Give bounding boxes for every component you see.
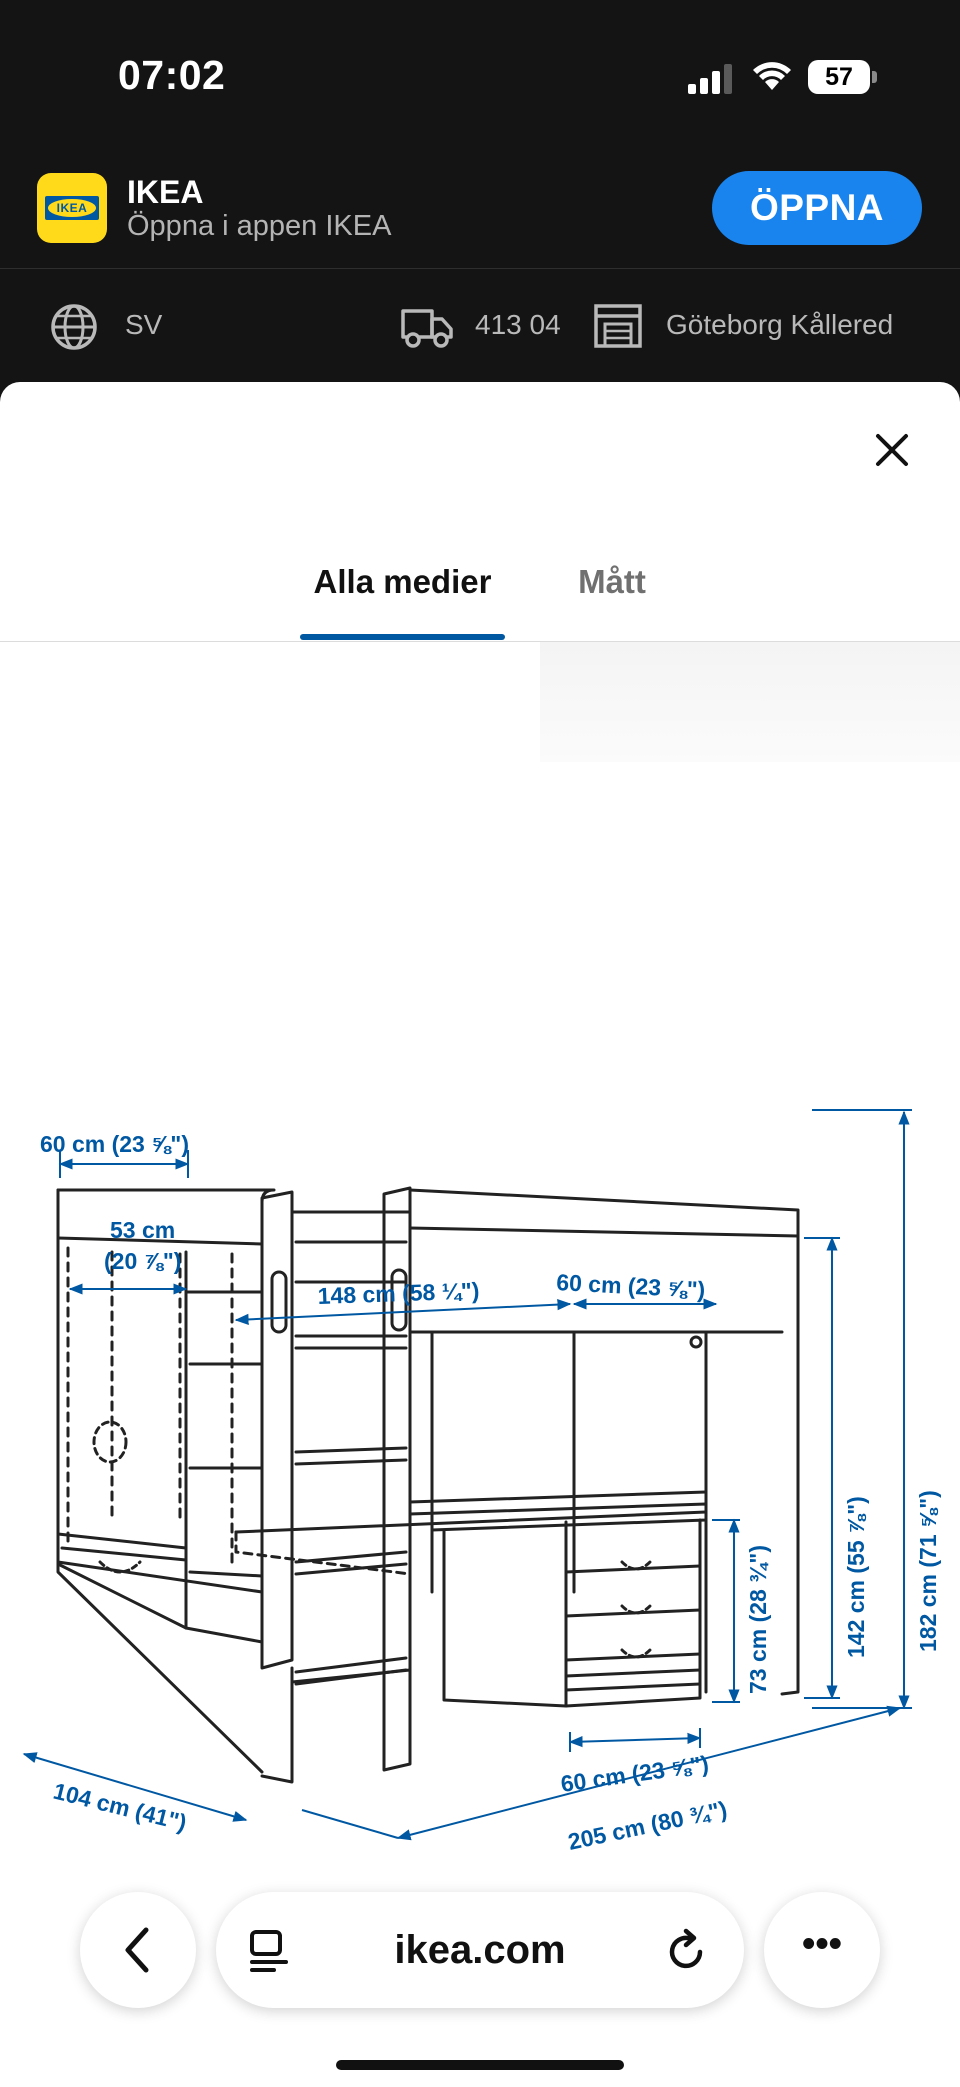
back-button[interactable] bbox=[80, 1892, 196, 2008]
status-bar bbox=[0, 0, 960, 150]
dim-wardrobe-width-cm: 53 cm bbox=[110, 1217, 176, 1243]
dim-total-length: 205 cm (80 ¾") bbox=[565, 1795, 730, 1855]
battery-cap bbox=[872, 71, 877, 83]
dim-desk-length: 148 cm (58 ¼") bbox=[317, 1277, 480, 1309]
ikea-logo-oval bbox=[48, 199, 96, 217]
battery-level: 57 bbox=[808, 60, 870, 94]
app-install-banner bbox=[0, 150, 960, 268]
store-info-bar bbox=[0, 268, 960, 382]
media-viewer-sheet bbox=[0, 382, 960, 2087]
ikea-logo-box bbox=[45, 196, 99, 220]
status-time: 07:02 bbox=[118, 52, 226, 98]
language-code[interactable]: SV bbox=[125, 309, 163, 340]
dim-under-bed-height: 142 cm (55 ⅞") bbox=[843, 1496, 869, 1658]
dim-total-height: 182 cm (71 ⅝") bbox=[915, 1490, 941, 1652]
dim-desk-depth-top: 60 cm (23 ⅝") bbox=[555, 1269, 706, 1303]
close-icon[interactable] bbox=[872, 430, 912, 470]
globe-icon[interactable] bbox=[50, 303, 98, 351]
page-menu-icon[interactable] bbox=[246, 1928, 292, 1974]
media-tabs bbox=[0, 552, 960, 642]
dim-wardrobe-width-in: (20 ⅞") bbox=[104, 1248, 182, 1274]
tab-dimensions[interactable] bbox=[572, 552, 652, 642]
cellular-signal-icon bbox=[688, 64, 732, 94]
address-bar[interactable] bbox=[216, 1892, 744, 2008]
url-text[interactable]: ikea.com bbox=[394, 1928, 566, 1972]
chevron-left-icon bbox=[118, 1926, 158, 1974]
dim-desk-height: 73 cm (28 ¾") bbox=[745, 1545, 771, 1694]
loft-bed-dimension-drawing bbox=[0, 642, 960, 2087]
tab-all-media[interactable] bbox=[300, 552, 505, 642]
ikea-logo-wordmark: IKEA bbox=[56, 201, 88, 215]
postal-code[interactable]: 413 04 bbox=[475, 309, 561, 340]
tab-all-media-label: Alla medier bbox=[313, 563, 492, 600]
dim-desk-depth-bottom: 60 cm (23 ⅝") bbox=[559, 1750, 711, 1797]
tab-dimensions-label: Mått bbox=[578, 563, 646, 600]
ikea-app-icon bbox=[37, 173, 107, 243]
store-name[interactable]: Göteborg Kållered bbox=[666, 309, 894, 340]
battery-icon bbox=[808, 60, 878, 94]
app-subtitle: Öppna i appen IKEA bbox=[127, 210, 392, 242]
store-icon[interactable] bbox=[593, 303, 643, 349]
dim-shelf-width: 60 cm (23 ⅝") bbox=[40, 1131, 189, 1157]
dim-total-width: 104 cm (41") bbox=[50, 1777, 190, 1836]
browser-toolbar bbox=[0, 1880, 960, 2020]
product-image-carousel[interactable] bbox=[0, 642, 960, 2087]
wifi-icon bbox=[752, 60, 792, 92]
delivery-truck-icon[interactable] bbox=[400, 305, 454, 349]
more-options-button[interactable] bbox=[764, 1892, 880, 2008]
home-indicator[interactable] bbox=[336, 2060, 624, 2070]
app-name: IKEA bbox=[127, 174, 204, 210]
more-dots-icon: ••• bbox=[802, 1923, 842, 1965]
reload-icon[interactable] bbox=[664, 1928, 710, 1974]
open-app-button[interactable]: ÖPPNA bbox=[712, 171, 922, 245]
